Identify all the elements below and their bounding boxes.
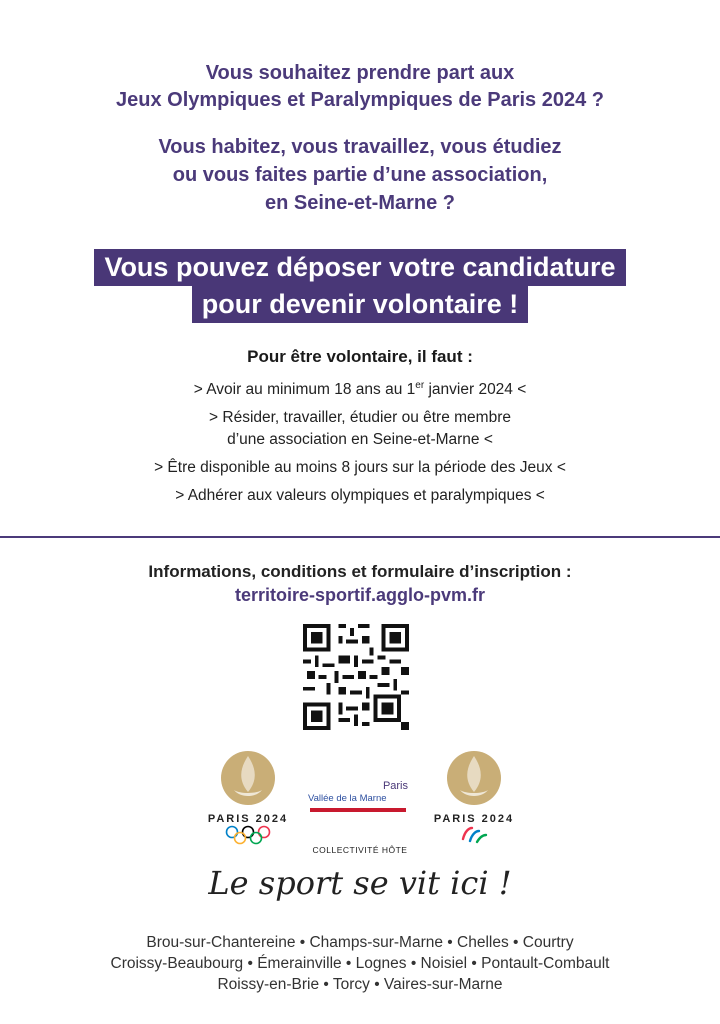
pvm-red-bar — [310, 808, 406, 812]
paralympic-flame-icon — [446, 750, 502, 806]
condition-text: > Avoir au minimum 18 ans au 1 — [193, 381, 416, 399]
question-line: ou vous faites partie d’une association, — [172, 164, 548, 186]
towns-line: Croissy-Beaubourg • Émerainville • Lognes • Noisiel • Pontault-Combault — [110, 955, 610, 972]
paris-2024-olympic-logo — [200, 750, 296, 850]
towns-list — [0, 932, 720, 995]
paris-2024-paralympic-logo — [426, 750, 522, 850]
towns-line: Brou-sur-Chantereine • Champs-sur-Marne • Chelles • Courtry — [146, 934, 574, 951]
section-divider — [0, 536, 720, 538]
paris-2024-label: PARIS 2024 — [433, 813, 515, 825]
olympic-rings-icon — [224, 825, 272, 845]
info-title: Informations, conditions et formulaire d’inscription : — [148, 562, 572, 581]
paris-vallee-de-la-marne-logo — [306, 780, 414, 820]
conditions-block — [0, 345, 720, 507]
question-line: Jeux Olympiques et Paralympiques de Paris 2024 ? — [116, 89, 604, 111]
candidature-banner — [0, 249, 720, 323]
paris-2024-label: PARIS 2024 — [207, 813, 289, 825]
olympic-flame-icon — [220, 750, 276, 806]
condition-text: d’une association en Seine-et-Marne < — [227, 431, 493, 449]
info-url-link[interactable]: territoire-sportif.agglo-pvm.fr — [234, 585, 485, 605]
condition-age — [0, 375, 720, 401]
condition-sup: er — [415, 380, 425, 391]
condition-availability: > Être disponible au moins 8 jours sur la période des Jeux < — [154, 459, 566, 477]
question-olympics — [0, 60, 720, 114]
info-block — [0, 560, 720, 607]
qr-code-icon[interactable] — [302, 624, 410, 730]
condition-text: > Résider, travailler, étudier ou être membre — [209, 409, 511, 427]
banner-line: Vous pouvez déposer votre candidature — [94, 249, 625, 286]
question-line: en Seine-et-Marne ? — [264, 192, 456, 214]
condition-text: janvier 2024 < — [424, 381, 527, 399]
conditions-title: Pour être volontaire, il faut : — [247, 347, 473, 366]
question-line: Vous souhaitez prendre part aux — [205, 62, 515, 84]
condition-values: > Adhérer aux valeurs olympiques et paralympiques < — [175, 487, 545, 505]
banner-line: pour devenir volontaire ! — [192, 286, 529, 323]
agitos-icon — [459, 825, 489, 845]
question-residence — [0, 133, 720, 217]
condition-residence — [0, 407, 720, 451]
towns-line: Roissy-en-Brie • Torcy • Vaires-sur-Marne — [217, 976, 503, 993]
pvm-paris-label: Paris — [382, 780, 408, 792]
slogan: Le sport se vit ici ! — [208, 864, 512, 902]
pvm-name-label: Vallée de la Marne — [308, 793, 387, 804]
host-collectivity-label: COLLECTIVITÉ HÔTE — [312, 845, 408, 855]
question-line: Vous habitez, vous travaillez, vous étudiez — [158, 136, 562, 158]
